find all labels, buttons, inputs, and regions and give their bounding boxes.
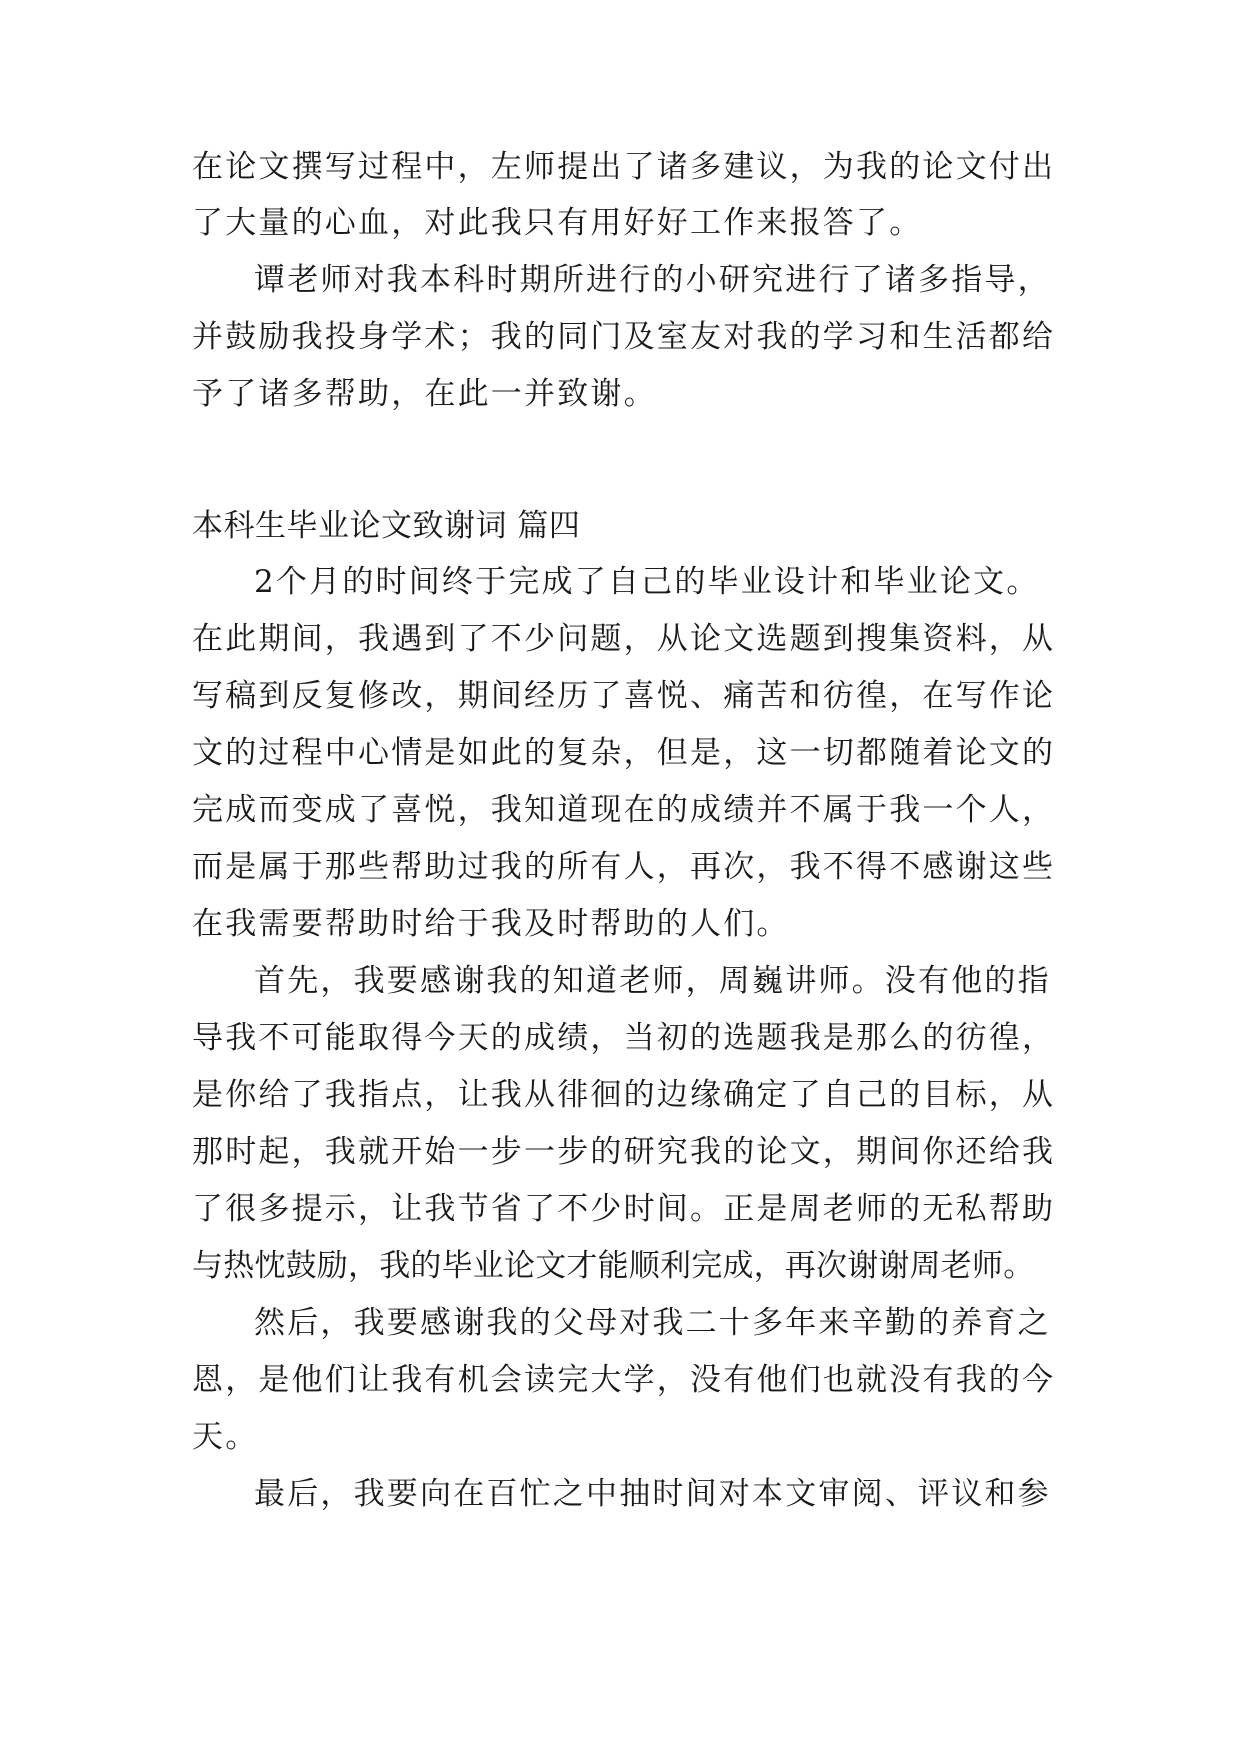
paragraph-line: 首先，我要感谢我的知道老师，周巍讲师。没有他的指	[254, 963, 1051, 999]
paragraph-line: 是你给了我指点，让我从徘徊的边缘确定了自己的目标，从	[192, 1077, 1056, 1113]
paragraph-line: 文的过程中心情是如此的复杂，但是，这一切都随着论文的	[192, 735, 1056, 771]
paragraph-line: 2个月的时间终于完成了自己的毕业设计和毕业论文。	[254, 564, 1040, 600]
paragraph-line: 而是属于那些帮助过我的所有人，再次，我不得不感谢这些	[192, 849, 1056, 885]
paragraph-line: 在论文撰写过程中，左师提出了诸多建议，为我的论文付出	[192, 149, 1056, 185]
paragraph-line: 最后，我要向在百忙之中抽时间对本文审阅、评议和参	[254, 1476, 1051, 1512]
paragraph-line: 恩，是他们让我有机会读完大学，没有他们也就没有我的今	[192, 1362, 1056, 1398]
paragraph-line: 与热忱鼓励，我的毕业论文才能顺利完成，再次谢谢周老师。	[192, 1248, 1035, 1284]
paragraph-line: 了很多提示，让我节省了不少时间。正是周老师的无私帮助	[192, 1191, 1056, 1227]
paragraph-line: 然后，我要感谢我的父母对我二十多年来辛勤的养育之	[254, 1305, 1051, 1341]
paragraph-line: 谭老师对我本科时期所进行的小研究进行了诸多指导，	[254, 262, 1051, 298]
paragraph-line: 写稿到反复修改，期间经历了喜悦、痛苦和彷徨，在写作论	[192, 678, 1056, 714]
section-heading: 本科生毕业论文致谢词 篇四	[192, 508, 581, 544]
paragraph-line: 在我需要帮助时给于我及时帮助的人们。	[192, 906, 790, 942]
paragraph-line: 在此期间，我遇到了不少问题，从论文选题到搜集资料，从	[192, 621, 1056, 657]
paragraph-line: 予了诸多帮助，在此一并致谢。	[192, 376, 657, 412]
paragraph-line: 天。	[192, 1419, 259, 1455]
paragraph-line: 了大量的心血，对此我只有用好好工作来报答了。	[192, 205, 923, 241]
paragraph-line: 导我不可能取得今天的成绩，当初的选题我是那么的彷徨，	[192, 1020, 1056, 1056]
paragraph-line: 那时起，我就开始一步一步的研究我的论文，期间你还给我	[192, 1134, 1056, 1170]
paragraph-line: 并鼓励我投身学术；我的同门及室友对我的学习和生活都给	[192, 319, 1056, 355]
paragraph-line: 完成而变成了喜悦，我知道现在的成绩并不属于我一个人，	[192, 792, 1056, 828]
